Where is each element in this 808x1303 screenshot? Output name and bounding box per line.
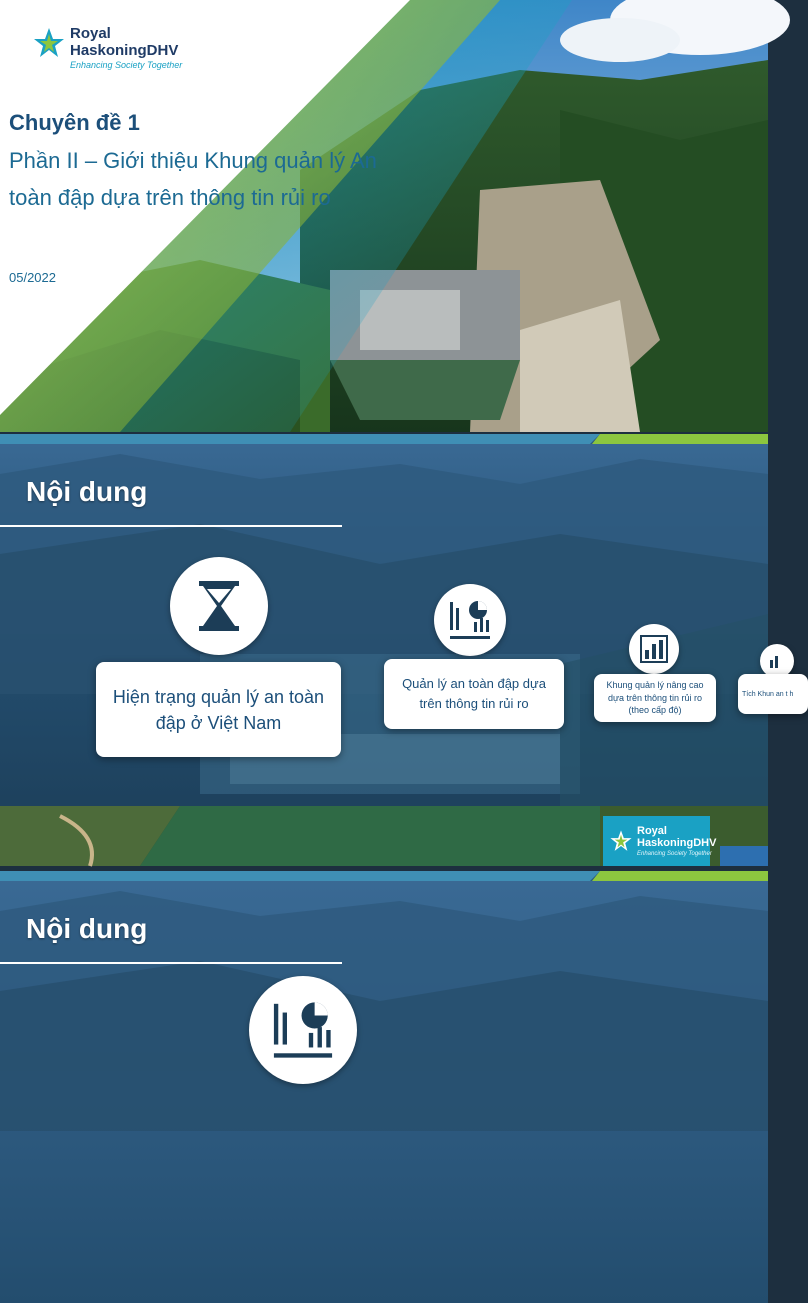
logo-tagline: Enhancing Society Together — [70, 60, 183, 70]
contents-slide — [0, 434, 794, 866]
analytics-chart-icon — [268, 998, 338, 1062]
topic-label: Tích Khun an t h — [742, 690, 794, 698]
top-accent-bar — [0, 434, 768, 444]
topic-card-3[interactable] — [594, 674, 716, 722]
icon-circle-4 — [760, 644, 794, 678]
footer-logo-tagline: Enhancing Society Together — [637, 850, 712, 857]
topic-label: Quản lý an toàn đập dựa trên thông tin rủi ro — [402, 676, 546, 711]
slide-subtitle: Phần II – Giới thiệu Khung quản lý An toàn đập dựa trên thông tin rủi ro — [9, 148, 377, 210]
slide-title: Chuyên đề 1 — [9, 110, 140, 135]
topic-card-4[interactable] — [738, 674, 808, 714]
title-underline — [0, 962, 342, 964]
icon-circle-1 — [249, 976, 357, 1084]
bar-chart-icon — [639, 634, 669, 664]
slide-title: Nội dung — [26, 476, 148, 507]
slide-date: 05/2022 — [9, 270, 56, 285]
footer-logo-line1: Royal — [637, 824, 667, 837]
star-logo-icon — [32, 26, 66, 60]
logo-line1: Royal — [70, 25, 111, 42]
logo-line2: HaskoningDHV — [70, 42, 179, 59]
icon-circle-3 — [629, 624, 679, 674]
slide-title: Nội dung — [26, 913, 148, 944]
topic-card-2[interactable] — [384, 659, 564, 729]
footer-logo-line2: HaskoningDHV — [637, 836, 717, 849]
chart-icon — [768, 652, 786, 670]
icon-circle-2 — [434, 584, 506, 656]
topic-label: Khung quản lý nâng cao dựa trên thông tin rủi ro (theo cấp độ) — [606, 680, 704, 716]
contents-slide-partial — [0, 871, 768, 1303]
icon-circle-1 — [170, 557, 268, 655]
topic-label: Hiện trạng quản lý an toàn đập ở Việt Nam — [112, 686, 325, 733]
title-slide — [0, 0, 768, 432]
star-logo-icon — [609, 829, 633, 853]
footer-logo — [603, 816, 717, 866]
topic-card-1[interactable] — [96, 662, 341, 757]
title-underline — [0, 525, 342, 527]
analytics-chart-icon — [446, 598, 494, 642]
hourglass-icon — [197, 579, 241, 633]
company-logo — [32, 26, 182, 70]
top-accent-bar — [0, 871, 768, 881]
